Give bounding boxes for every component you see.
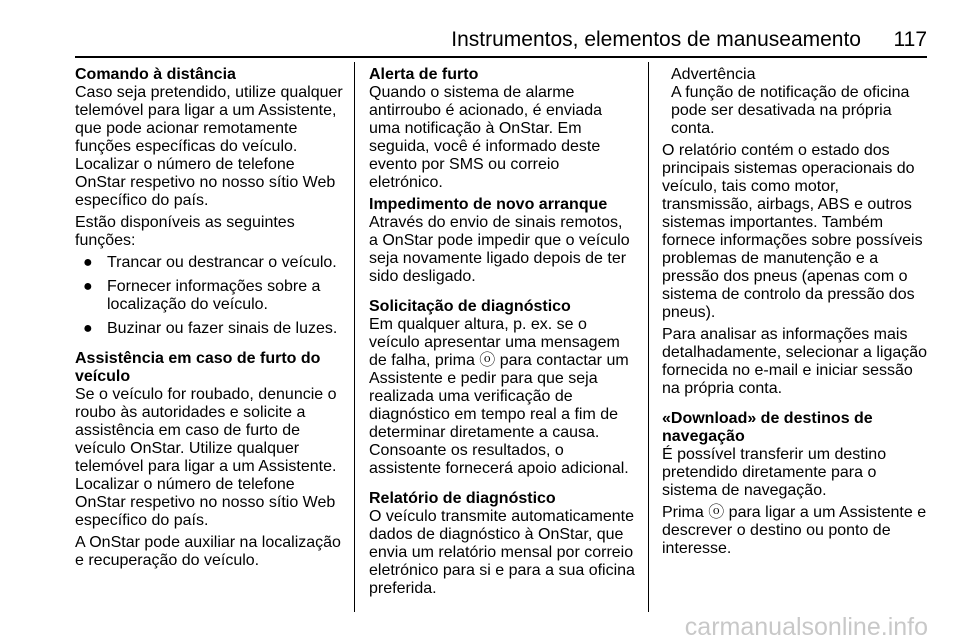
paragraph: Através do envio de sinais remotos, a OnStar pode impedir que o veículo seja novamente ligado depois de ter sido desligado.	[369, 214, 630, 285]
note-title: Advertência	[671, 66, 756, 83]
paragraph: É possível transferir um destino pretendido diretamente para o sistema de navegação.	[662, 446, 887, 499]
paragraph: Estão disponíveis as seguintes funções:	[75, 214, 295, 249]
heading-diagnostic-request: Solicitação de diagnóstico	[369, 298, 571, 315]
paragraph: Caso seja pretendido, utilize qualquer telemóvel para ligar a um Assistente, que pode acionar remotamente funções específicas do veículo. Localizar o número de telefone OnStar respetivo no nosso sítio Web específico do país.	[75, 84, 343, 209]
heading-theft-alert: Alerta de furto	[369, 66, 479, 83]
page-title: Instrumentos, elementos de manuseamento	[451, 28, 861, 51]
paragraph: A OnStar pode auxiliar na localização e recuperação do veículo.	[75, 534, 341, 569]
list-item: ● Fornecer informações sobre a localização do veículo.	[83, 278, 321, 313]
note-text: A função de notificação de oficina pode ser desativada na própria conta.	[671, 84, 910, 137]
bullet-list	[75, 254, 345, 338]
heading-diagnostic-report: Relatório de diagnóstico	[369, 490, 556, 507]
bullet-icon: ●	[83, 278, 93, 295]
heading-restart-prevention: Impedimento de novo arranque	[369, 196, 608, 213]
paragraph: Quando o sistema de alarme antirroubo é acionado, é enviada uma notificação à OnStar. Em seguida, você é informado deste evento por SMS ou correio eletrónico.	[369, 84, 603, 191]
heading-destination-download: «Download» de destinos de navegação	[662, 410, 873, 445]
watermark: carmanualsonline.info	[684, 613, 928, 641]
paragraph: Em qualquer altura, p. ex. se o veículo apresentar uma mensagem de falha, prima ⓞ para contactar um Assistente e pedir para que seja realizada uma verificação de diagnóstico em tempo real a fim de determinar diretamente a causa. Consoante os resultados, o assistente fornecerá apoio adicional.	[369, 316, 629, 477]
column-divider-1	[354, 62, 355, 612]
bullet-icon: ●	[83, 254, 93, 271]
bullet-icon: ●	[83, 320, 93, 337]
column-divider-2	[648, 62, 649, 612]
paragraph: O veículo transmite automaticamente dados de diagnóstico à OnStar, que envia um relatório mensal por correio eletrónico para si e para a sua oficina preferida.	[369, 508, 635, 597]
column-2	[369, 66, 635, 598]
page-header	[75, 26, 927, 54]
list-item: ● Trancar ou destrancar o veículo.	[83, 254, 337, 271]
list-item: ● Buzinar ou fazer sinais de luzes.	[83, 320, 338, 337]
header-rule	[75, 56, 927, 58]
page-number: 117	[893, 28, 927, 51]
paragraph: Prima ⓞ para ligar a um Assistente e descrever o destino ou ponto de interesse.	[662, 504, 927, 557]
paragraph: O relatório contém o estado dos principais sistemas operacionais do veículo, tais como motor, transmissão, airbags, ABS e outros sistemas importantes. Também fornece informações sobre possíveis problemas de manutenção e a pressão dos pneus (apenas com o sistema de controlo da pressão dos pneus).	[662, 142, 923, 321]
warning-note	[662, 66, 930, 138]
paragraph: Se o veículo for roubado, denuncie o roubo às autoridades e solicite a assistência em caso de furto de veículo OnStar. Utilize qualquer telemóvel para ligar a um Assistente. Localizar o número de telefone OnStar respetivo no nosso sítio Web específico do país.	[75, 386, 337, 529]
paragraph: Para analisar as informações mais detalhadamente, selecionar a ligação fornecida no e-mail e iniciar sessão na própria conta.	[662, 326, 928, 397]
heading-remote-control: Comando à distância	[75, 66, 236, 83]
heading-theft-assistance: Assistência em caso de furto do veículo	[75, 350, 321, 385]
column-1	[75, 66, 345, 570]
column-3	[662, 66, 930, 558]
